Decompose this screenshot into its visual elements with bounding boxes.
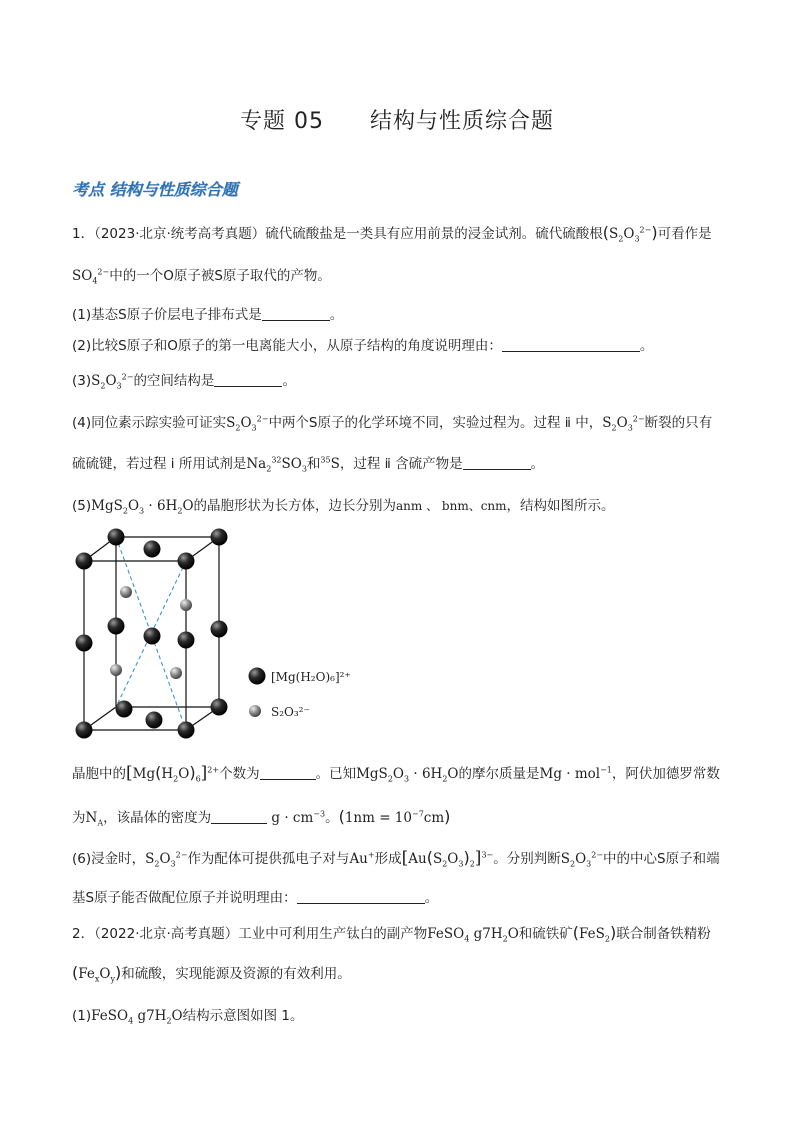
mg-sphere xyxy=(211,529,228,546)
mg-sphere xyxy=(76,722,93,739)
mg-sphere xyxy=(76,553,93,570)
crystal-cell-figure xyxy=(66,524,366,750)
mg-sphere xyxy=(146,712,163,729)
q2-line-2: $(Fe_xO_y)$和硫酸，实现能源及资源的有效利用。 xyxy=(72,963,351,984)
mg-sphere xyxy=(178,722,195,739)
page-title: 专题 05 结构与性质综合题 xyxy=(240,109,554,134)
legend-mg-sphere-icon xyxy=(249,668,266,685)
mg-sphere xyxy=(178,632,195,649)
mg-sphere xyxy=(116,701,133,718)
answer-blank[interactable] xyxy=(214,372,282,387)
answer-blank[interactable] xyxy=(297,889,425,904)
q1-line-1: 1．（2023·北京·统考高考真题）硫代硫酸盐是一类具有应用前景的浸金试剂。硫代硫酸根$(S_2O_3^{2-})$可看作是 xyxy=(72,223,712,244)
q1-part-6-line-2: 基S原子能否做配位原子并说明理由： 。 xyxy=(72,890,439,906)
s2o3-sphere xyxy=(180,599,192,611)
mg-sphere xyxy=(178,553,195,570)
mg-sphere xyxy=(76,635,93,652)
q1-part-5-calc-line-2: 为$N_A$，该晶体的密度为 $g \cdot cm^{-3}$。$(1nm = 10^{-7}cm)$ xyxy=(72,807,451,828)
mg-sphere xyxy=(211,621,228,638)
answer-blank[interactable] xyxy=(262,306,330,321)
q2-line-1: 2．（2022·北京·高考真题）工业中可利用生产钛白的副产物FeSO$_4$ $g7H_2O$和硫铁矿(FeS$_2$)联合制备铁精粉 xyxy=(72,923,711,944)
mg-sphere xyxy=(144,628,161,645)
q2-part-1: (1)FeSO$_4$ $g7H_2O$结构示意图如图 1。 xyxy=(72,1008,304,1026)
q1-line-2: $SO_4^{2-}$中的一个O原子被S原子取代的产物。 xyxy=(72,267,331,286)
answer-blank[interactable] xyxy=(260,765,316,780)
q1-part-2: (2)比较S原子和O原子的第一电离能大小，从原子结构的角度说明理由： 。 xyxy=(72,338,654,354)
mg-sphere xyxy=(211,699,228,716)
q1-part-4-line-2: 硫硫键，若过程 ⅰ 所用试剂是$Na_2^{32}SO_3$和$^{35}$S，过程 ⅱ 含硫产物是 。 xyxy=(72,455,545,474)
answer-blank[interactable] xyxy=(211,809,267,824)
answer-blank[interactable] xyxy=(502,337,640,352)
mg-sphere xyxy=(108,618,125,635)
q1-part-3: $(3)S_2O_3^{2-}$的空间结构是 。 xyxy=(72,372,296,391)
q1-part-4-line-1: (4)同位素示踪实验可证实$S_2O_3^{2-}$中两个S原子的化学环境不同，实验过程为。过程 ⅱ 中，$S_2O_3^{2-}$断裂的只有 xyxy=(72,414,713,433)
section-heading: 考点 结构与性质综合题 xyxy=(72,180,238,199)
figure-legend xyxy=(249,668,351,720)
answer-blank[interactable] xyxy=(463,455,531,470)
q1-part-5: $(5)MgS_2O_3 \cdot 6H_2O$的晶胞形状为长方体，边长分别为anm 、 bnm、cnm，结构如图所示。 xyxy=(72,498,615,516)
mg-sphere xyxy=(108,529,125,546)
legend-mg-label: [Mg(H₂O)₆]²⁺ xyxy=(271,670,351,684)
legend-s2o3-label: S₂O₃²⁻ xyxy=(271,705,310,719)
q1-part-1: (1)基态S原子价层电子排布式是 。 xyxy=(72,307,344,323)
s2o3-sphere xyxy=(120,586,132,598)
q1-part-5-calc-line-1: 晶胞中的$[Mg(H_2O)_6]^{2+}$个数为 。已知$MgS_2O_3 \cdot 6H_2O$的摩尔质量是Mg · mol$^{-1}$，阿伏加德罗常数 xyxy=(72,763,720,784)
legend-s2o3-sphere-icon xyxy=(249,705,261,717)
q1-part-6-line-1: (6)浸金时，$S_2O_3^{2-}$作为配体可提供孤电子对与Au+形成$[Au(S_2O_3)_2]^{3-}$。分别判断$S_2O_3^{2-}$中的中心S原子和端 xyxy=(72,848,720,869)
s2o3-sphere xyxy=(170,667,182,679)
mg-sphere xyxy=(144,541,161,558)
s2o3-sphere xyxy=(110,664,122,676)
